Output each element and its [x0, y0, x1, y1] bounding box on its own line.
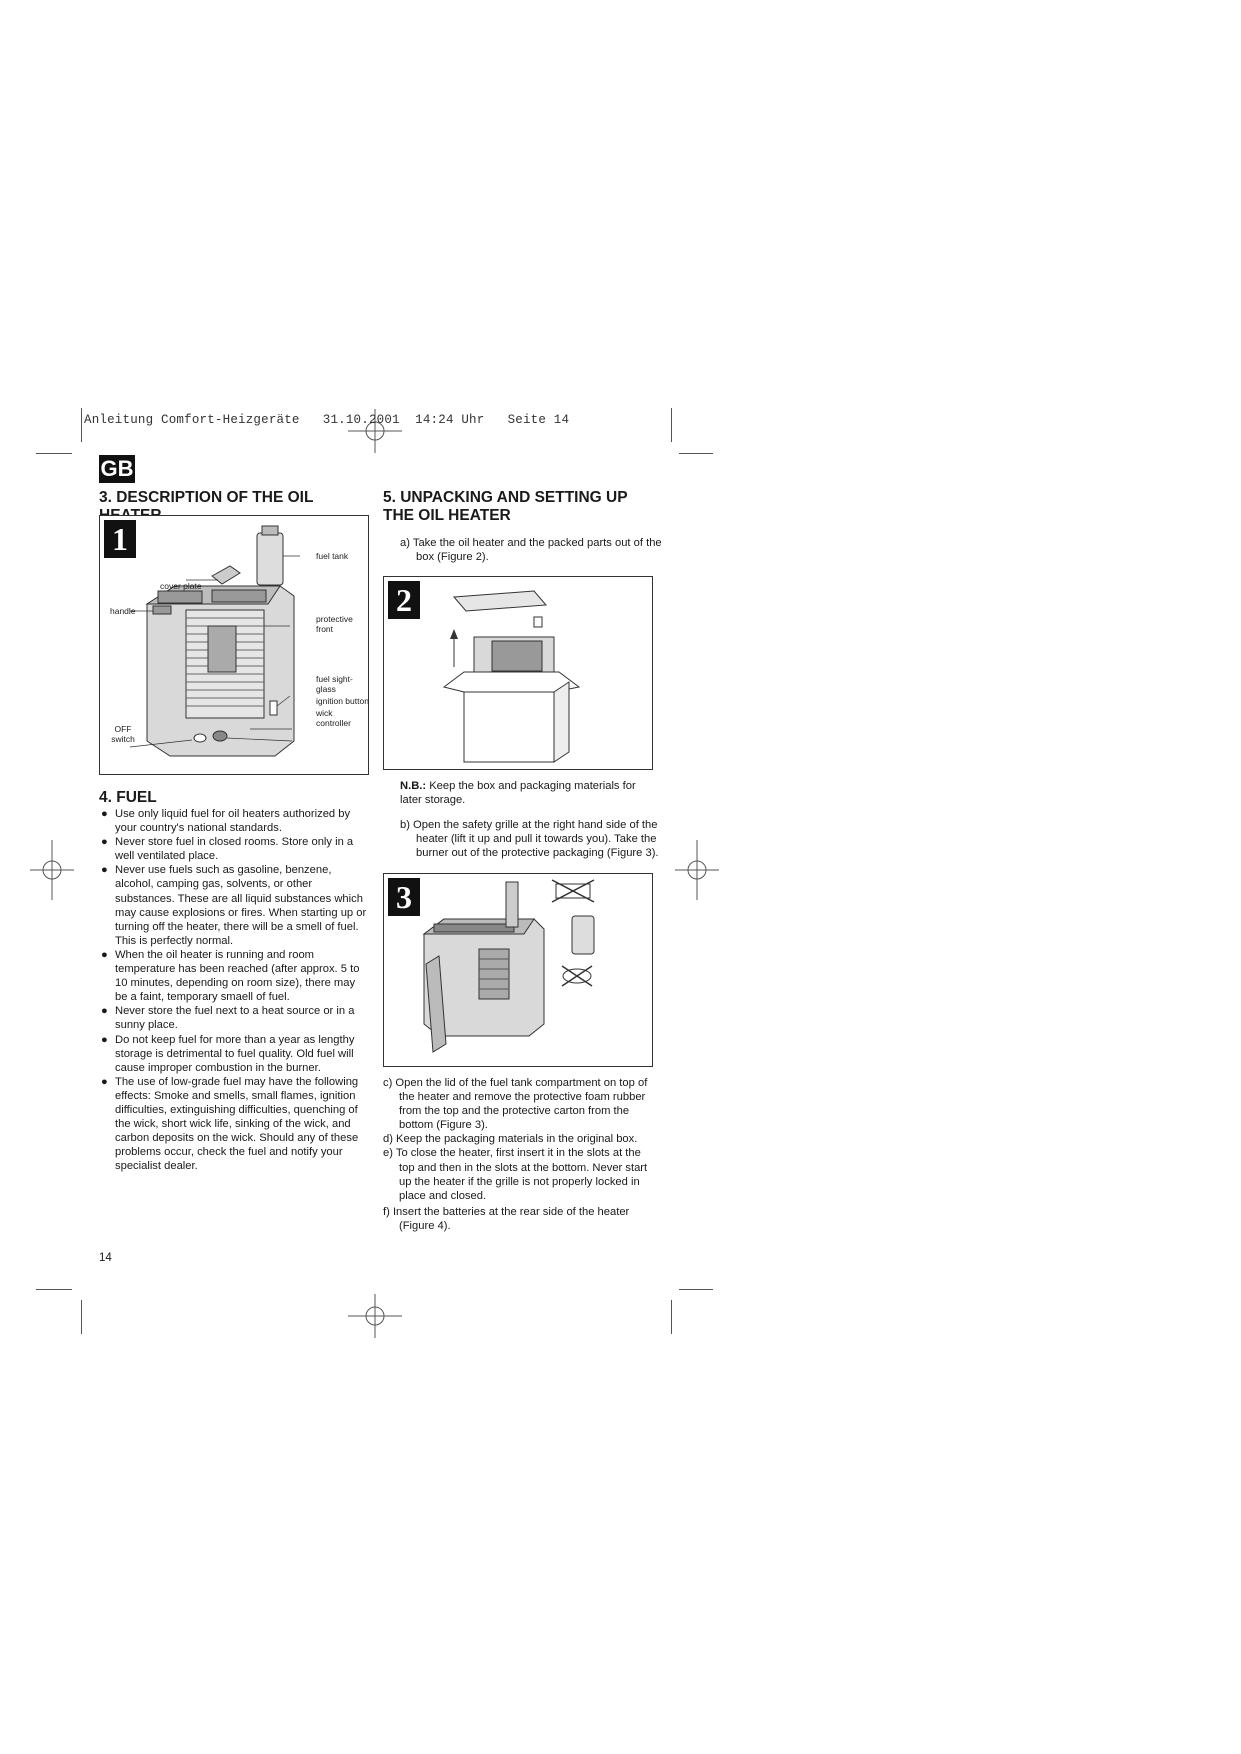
- bullet-dot-icon: ●: [101, 836, 108, 849]
- step-e: e) To close the heater, first insert it in the slots at the top and then in the slots at the bottom. Never start up the heater if the grille is not properly locked in place and closed.: [383, 1147, 648, 1202]
- fuel-bullet-item: ● Never store fuel in closed rooms. Store only in a well ventilated place.: [101, 836, 354, 863]
- crop-mark-br-v: [671, 1300, 672, 1334]
- figure-1-number: 1: [104, 520, 136, 558]
- nb-label: N.B.:: [400, 780, 427, 792]
- figure-2-number: 2: [388, 581, 420, 619]
- bullet-dot-icon: ●: [101, 864, 108, 877]
- bullet-dot-icon: ●: [101, 808, 108, 820]
- label-off-switch: OFF switch: [111, 724, 135, 744]
- burner-diagram: [384, 874, 652, 1066]
- fuel-bullet-item: ● Do not keep fuel for more than a year as lengthy storage is detrimental to fuel quality. Old fuel will cause improper combustion in the burner.: [101, 1033, 355, 1074]
- bullet-dot-icon: ●: [101, 1033, 108, 1046]
- label-handle: handle: [110, 606, 136, 616]
- step-f: f) Insert the batteries at the rear side of the heater (Figure 4).: [383, 1205, 630, 1232]
- crop-mark-tl-v: [81, 408, 82, 442]
- label-ignition-button: ignition button: [316, 696, 369, 706]
- fuel-bullet-item: ● The use of low-grade fuel may have the following effects: Smoke and smells, small flames, ignition difficulties, extinguishing difficulties, quenching of the wick, short wick life, sinking of the wick, and carbon deposits on the wick. Should any of these problems occur, check the fuel and notify your specialist dealer.: [101, 1075, 359, 1173]
- page-number: 14: [99, 1252, 112, 1264]
- fuel-bullet-item: ● When the oil heater is running and room temperature has been reached (after approx. 5 to 10 minutes, depending on room size), there may be a faint, temporary smaell of fuel.: [101, 948, 360, 1004]
- label-protective-front: protective front: [316, 614, 353, 634]
- label-fuel-sight-glass: fuel sight-glass: [316, 674, 353, 694]
- bullet-dot-icon: ●: [101, 1075, 108, 1088]
- label-cover-plate: cover plate: [160, 581, 202, 591]
- bullet-dot-icon: ●: [101, 1005, 108, 1018]
- step-a: a) Take the oil heater and the packed parts out of the box (Figure 2).: [400, 537, 662, 564]
- figure-1: [99, 515, 369, 775]
- crop-mark-tr-v: [671, 408, 672, 442]
- fuel-bullet-item: ● Never store the fuel next to a heat source or in a sunny place.: [101, 1005, 355, 1032]
- label-fuel-tank: fuel tank: [316, 551, 349, 561]
- bullet-dot-icon: ●: [101, 948, 108, 961]
- crop-mark-bl-h: [36, 1289, 72, 1290]
- step-c: c) Open the lid of the fuel tank compartment on top of the heater and remove the protective foam rubber from the top and the protective carton from the bottom (Figure 3).: [383, 1077, 648, 1132]
- fuel-bullet-list: [85, 807, 370, 1173]
- figure-3-number: 3: [388, 878, 420, 916]
- crop-mark-tl-h: [36, 453, 72, 454]
- step-b: b) Open the safety grille at the right hand side of the heater (lift it up and pull it towards you). Take the burner out of the protective packaging (Figure 3).: [400, 819, 659, 860]
- step-d: d) Keep the packaging materials in the original box.: [383, 1133, 638, 1146]
- registration-mark-bottom: [340, 1294, 410, 1338]
- figure-2: [383, 576, 653, 770]
- crop-mark-br-h: [679, 1289, 713, 1290]
- heading-fuel: 4. FUEL: [99, 789, 157, 806]
- steps-c-to-f: [383, 1076, 651, 1233]
- crop-mark-bl-v: [81, 1300, 82, 1334]
- fuel-bullet-item: ● Use only liquid fuel for oil heaters authorized by your country's national standards.: [101, 808, 351, 835]
- registration-mark-left: [30, 840, 74, 900]
- nb-note: [400, 779, 650, 807]
- heading-unpacking: 5. UNPACKING AND SETTING UP THE OIL HEATER: [383, 489, 628, 524]
- language-badge: GB: [100, 456, 134, 481]
- fuel-bullet-item: ● Never use fuels such as gasoline, benzene, alcohol, camping gas, solvents, or other substances. These are all liquid substances which may cause explosions or fires. When starting up or turning off the heater, there will be a smell of fuel. This is perfectly normal.: [101, 864, 367, 947]
- label-wick-controller: wick controller: [316, 708, 351, 728]
- print-slug: Anleitung Comfort-Heizgeräte 31.10.2001 14:24 Uhr Seite 14: [84, 413, 570, 427]
- figure-3: [383, 873, 653, 1067]
- nb-text: Keep the box and packaging materials for later storage.: [400, 780, 636, 807]
- unpacking-diagram: [384, 577, 652, 769]
- heading-description: 3. DESCRIPTION OF THE OIL: [99, 489, 314, 506]
- crop-mark-tr-h: [679, 453, 713, 454]
- registration-mark-right: [675, 840, 719, 900]
